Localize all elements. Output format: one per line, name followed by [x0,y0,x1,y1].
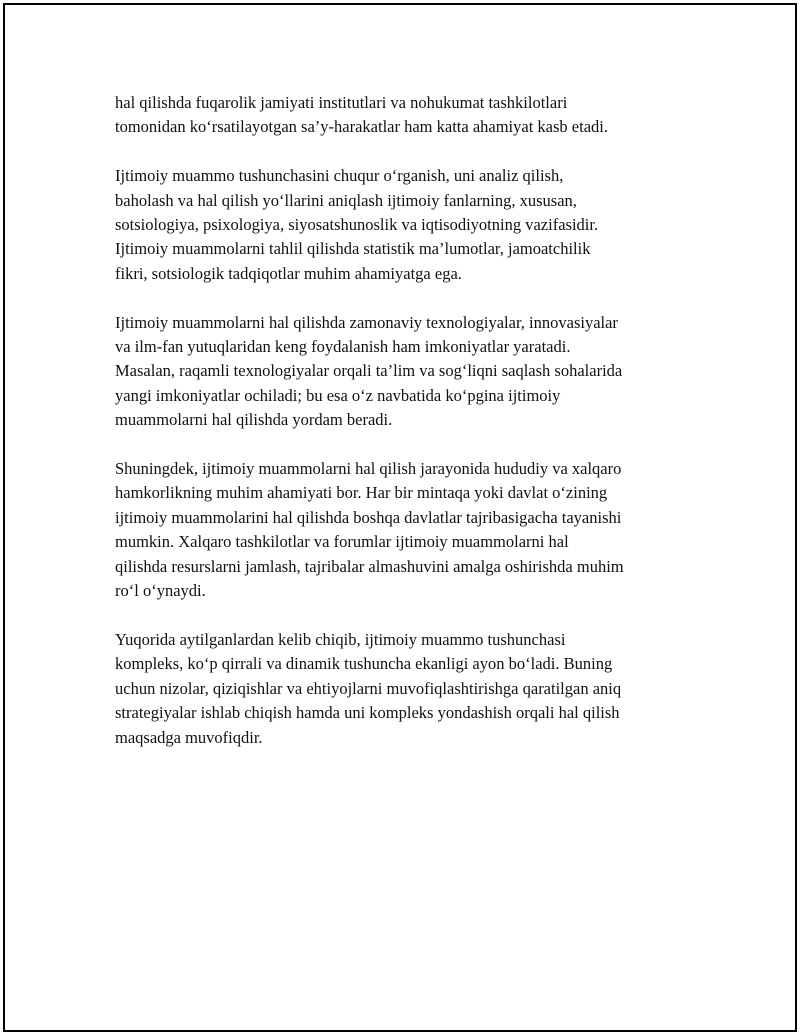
text-line: ro‘l o‘ynaydi. [115,581,206,601]
text-line: mumkin. Xalqaro tashkilotlar va forumlar ijtimoiy muammolarni hal [115,532,569,552]
text-line: maqsadga muvofiqdir. [115,727,263,747]
paragraph-5 [115,628,695,750]
paragraph-1 [115,91,695,140]
text-line: Shuningdek, ijtimoiy muammolarni hal qilish jarayonida hududiy va xalqaro [115,459,622,479]
text-line: muammolarni hal qilishda yordam beradi. [115,410,393,430]
document-body [115,91,695,774]
text-line: qilishda resurslarni jamlash, tajribalar almashuvini amalga oshirishda muhim [115,556,624,576]
paragraph-2 [115,164,695,286]
text-line: Ijtimoiy muammolarni hal qilishda zamonaviy texnologiyalar, innovasiyalar [115,312,618,332]
text-line: baholash va hal qilish yo‘llarini aniqlash ijtimoiy fanlarning, xususan, [115,190,577,210]
text-line: fikri, sotsiologik tadqiqotlar muhim ahamiyatga ega. [115,263,462,283]
text-line: hamkorlikning muhim ahamiyati bor. Har bir mintaqa yoki davlat o‘zining [115,483,608,503]
text-line: ijtimoiy muammolarini hal qilishda boshqa davlatlar tajribasigacha tayanishi [115,507,622,527]
text-line: sotsiologiya, psixologiya, siyosatshunoslik va iqtisodiyotning vazifasidir. [115,215,599,235]
text-line: Masalan, raqamli texnologiyalar orqali ta’lim va sog‘liqni saqlash sohalarida [115,361,623,381]
text-line: hal qilishda fuqarolik jamiyati institutlari va nohukumat tashkilotlari [115,93,568,112]
paragraph-3 [115,311,695,433]
text-line: Ijtimoiy muammo tushunchasini chuqur o‘rganish, uni analiz qilish, [115,166,564,186]
text-line: yangi imkoniyatlar ochiladi; bu esa o‘z navbatida ko‘pgina ijtimoiy [115,385,561,405]
text-line: Ijtimoiy muammolarni tahlil qilishda statistik ma’lumotlar, jamoatchilik [115,239,591,259]
text-line: Yuqorida aytilganlardan kelib chiqib, ijtimoiy muammo tushunchasi [115,629,566,649]
text-line: tomonidan ko‘rsatilayotgan sa’y-harakatlar ham katta ahamiyat kasb etadi. [115,117,608,137]
text-line: kompleks, ko‘p qirrali va dinamik tushuncha ekanligi ayon bo‘ladi. Buning [115,654,613,674]
paragraph-4 [115,457,695,603]
text-line: va ilm-fan yutuqlaridan keng foydalanish ham imkoniyatlar yaratadi. [115,337,571,357]
text-line: uchun nizolar, qiziqishlar va ehtiyojlarni muvofiqlashtirishga qaratilgan aniq [115,678,622,698]
text-line: strategiyalar ishlab chiqish hamda uni kompleks yondashish orqali hal qilish [115,703,620,723]
